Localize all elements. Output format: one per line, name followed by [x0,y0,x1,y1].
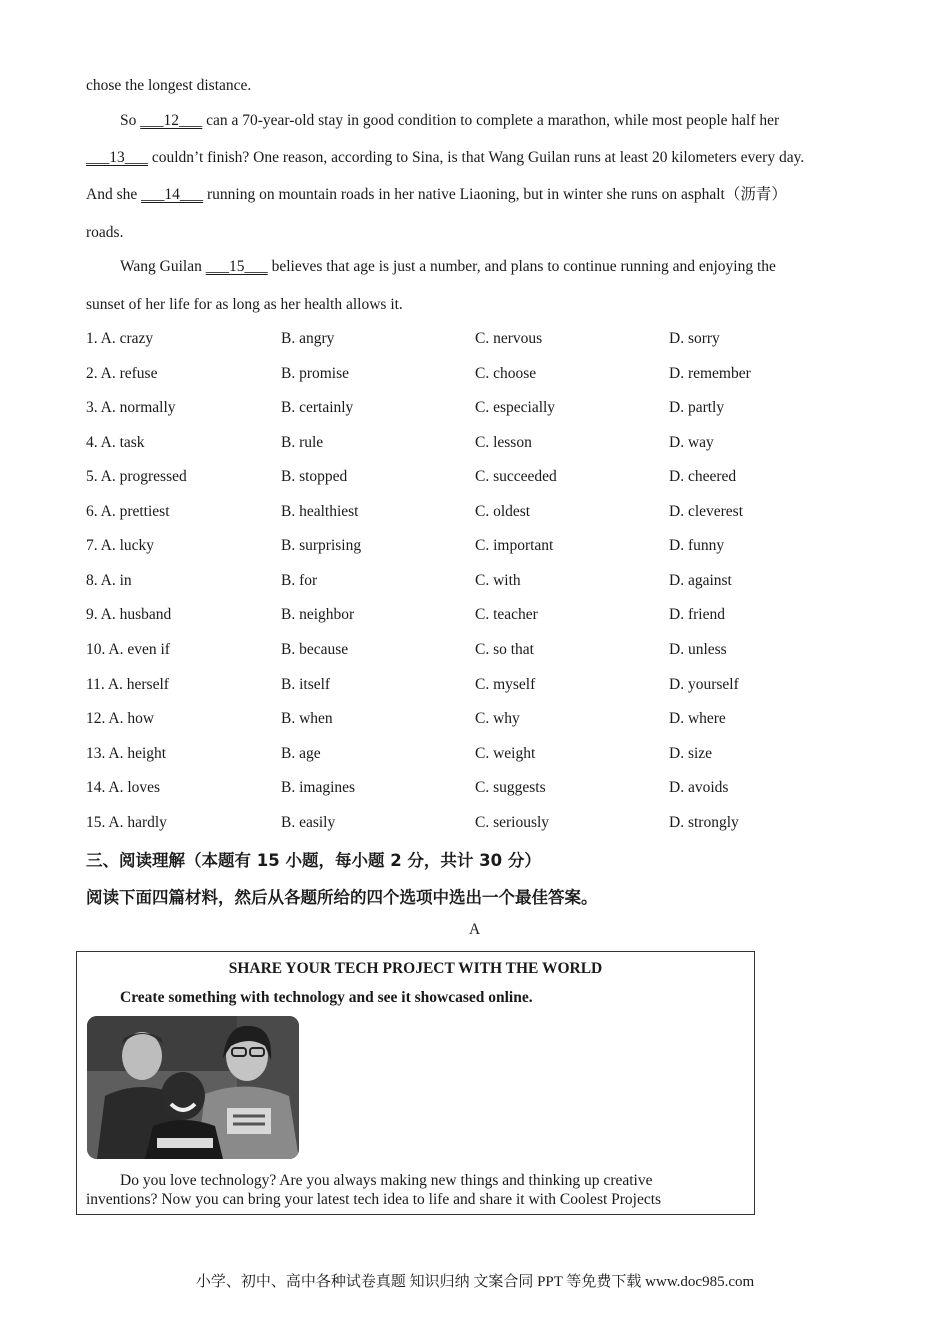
option-d: D. yourself [669,676,739,693]
passage-text: And she [86,186,142,203]
option-d: D. unless [669,641,727,658]
option-c: C. succeeded [475,468,557,485]
option-b: B. promise [281,365,350,382]
option-d: D. against [669,572,732,589]
option-c: C. especially [475,399,556,416]
option-c: C. weight [475,745,536,762]
ad-subtitle: Create something with technology and see it showcased online. [120,989,533,1006]
passage-text: Wang Guilan [120,258,206,275]
option-a: 13. A. height [86,745,167,762]
option-b: B. itself [281,676,331,693]
option-a: 2. A. refuse [86,365,158,382]
ad-paragraph-line: Do you love technology? Are you always making new things and thinking up creative [120,1172,653,1189]
option-a: 3. A. normally [86,399,176,416]
option-a: 5. A. progressed [86,468,187,485]
passage-line: roads. [86,224,124,241]
blank-15: ___15___ [205,258,268,275]
blank-14: ___14___ [141,186,204,203]
option-c: C. teacher [475,606,538,623]
option-a: 8. A. in [86,572,132,589]
ad-title: SHARE YOUR TECH PROJECT WITH THE WORLD [228,960,603,977]
option-a: 7. A. lucky [86,537,155,554]
option-d: D. way [669,434,714,451]
option-d: D. funny [669,537,725,554]
option-b: B. when [281,710,333,727]
passage-line [120,111,779,131]
option-c: C. why [475,710,520,727]
option-b: B. neighbor [281,606,355,623]
option-b: B. rule [281,434,324,451]
option-a: 4. A. task [86,434,145,451]
option-c: C. lesson [475,434,532,451]
passage-line [86,185,787,205]
option-c: C. suggests [475,779,546,796]
option-b: B. stopped [281,468,348,485]
option-b: B. angry [281,330,335,347]
option-d: D. sorry [669,330,720,347]
option-a: 1. A. crazy [86,330,154,347]
passage-line: chose the longest distance. [86,77,252,94]
option-b: B. imagines [281,779,356,796]
option-a: 10. A. even if [86,641,170,658]
option-c: C. myself [475,676,536,693]
section-title: 三、阅读理解（本题有 15 小题，每小题 2 分，共计 30 分） [86,851,541,870]
option-b: B. age [281,745,321,762]
passage-line [120,257,776,277]
option-d: D. friend [669,606,725,623]
option-a: 9. A. husband [86,606,172,623]
option-c: C. important [475,537,554,554]
option-c: C. seriously [475,814,550,831]
option-a: 15. A. hardly [86,814,167,831]
option-c: C. choose [475,365,537,382]
blank-13: ___13___ [86,149,148,166]
option-d: D. remember [669,365,751,382]
option-d: D. partly [669,399,725,416]
kids-photo [87,1016,299,1159]
option-d: D. cleverest [669,503,744,520]
blank-12: ___12___ [140,112,203,129]
option-c: C. with [475,572,521,589]
passage-text: So [120,112,141,129]
option-d: D. avoids [669,779,729,796]
passage-text: believes that age is just a number, and plans to continue running and enjoying the [267,258,776,275]
option-c: C. so that [475,641,534,658]
ad-paragraph-line: inventions? Now you can bring your latest tech idea to life and share it with Coolest Projects [86,1191,662,1208]
option-c: C. nervous [475,330,543,347]
option-a: 12. A. how [86,710,155,727]
option-b: B. easily [281,814,336,831]
passage-letter: A [469,921,481,938]
page-footer: 小学、初中、高中各种试卷真题 知识归纳 文案合同 PPT 等免费下载 www.doc985.com [195,1274,755,1290]
option-b: B. certainly [281,399,354,416]
option-b: B. for [281,572,318,589]
option-d: D. size [669,745,713,762]
option-b: B. because [281,641,349,658]
option-d: D. strongly [669,814,739,831]
option-d: D. where [669,710,726,727]
passage-line: sunset of her life for as long as her health allows it. [86,296,403,313]
section-instruction: 阅读下面四篇材料，然后从各题所给的四个选项中选出一个最佳答案。 [86,888,598,907]
option-a: 11. A. herself [86,676,169,693]
passage-line [86,148,804,168]
option-a: 14. A. loves [86,779,161,796]
option-a: 6. A. prettiest [86,503,170,520]
kids-photo-image [87,1016,299,1159]
option-d: D. cheered [669,468,737,485]
option-b: B. healthiest [281,503,359,520]
passage-text: couldn’t finish? One reason, according to Sina, is that Wang Guilan runs at least 20 kilometers every day. [148,149,805,166]
passage-text: can a 70-year-old stay in good condition to complete a marathon, while most people half her [202,112,780,129]
option-b: B. surprising [281,537,362,554]
passage-text: running on mountain roads in her native Liaoning, but in winter she runs on asphalt（沥青） [203,186,787,203]
option-c: C. oldest [475,503,531,520]
